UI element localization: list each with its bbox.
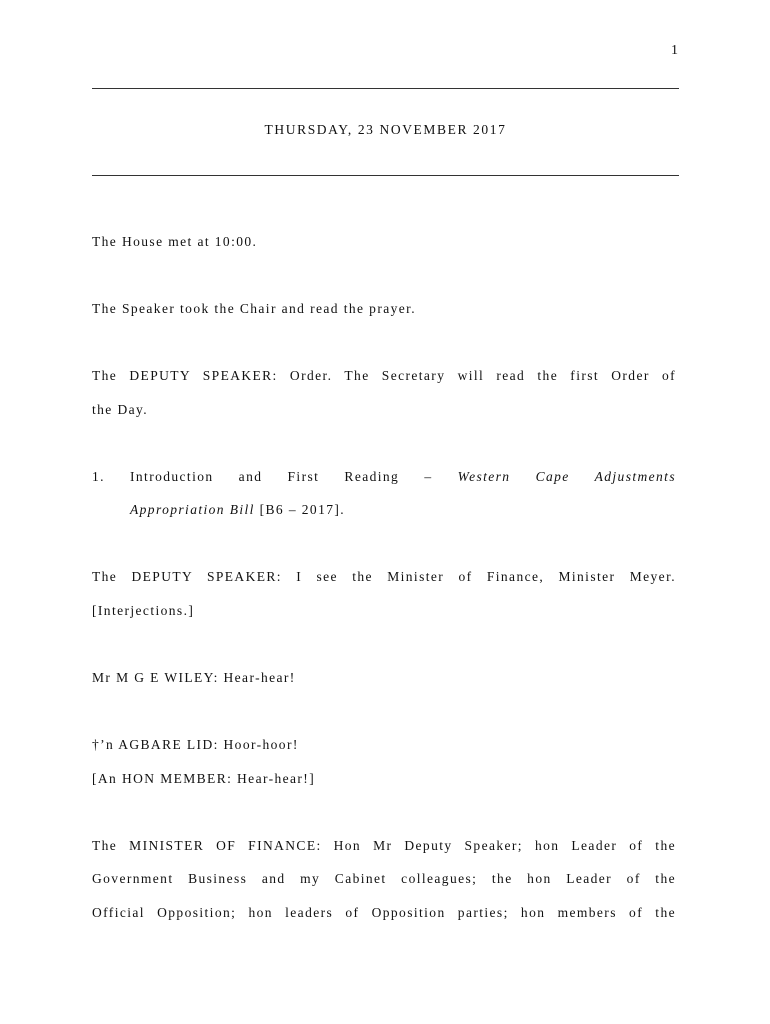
deputy-speaker-minister-line1: The DEPUTY SPEAKER: I see the Minister of Finance, Minister Meyer. <box>92 569 676 584</box>
house-met-paragraph: The House met at 10:00. <box>92 234 258 249</box>
date-heading: THURSDAY, 23 NOVEMBER 2017 <box>264 122 507 137</box>
order-item-prefix: Introduction and First Reading – <box>130 469 458 484</box>
bottom-rule <box>92 175 679 176</box>
order-item-number: 1. <box>92 469 105 484</box>
minister-speech-line1: The MINISTER OF FINANCE: Hon Mr Deputy Speaker; hon Leader of the <box>92 838 676 853</box>
deputy-speaker-order-line1: The DEPUTY SPEAKER: Order. The Secretary will read the first Order of <box>92 368 676 383</box>
deputy-speaker-order-line2: the Day. <box>92 402 149 417</box>
order-item-line1 <box>130 469 676 485</box>
bill-number: [B6 – 2017]. <box>254 502 346 517</box>
minister-speech-line3: Official Opposition; hon leaders of Opposition parties; hon members of the <box>92 905 676 920</box>
interjections-text: [Interjections.] <box>92 603 195 618</box>
minister-speech-line2: Government Business and my Cabinet colleagues; the hon Leader of the <box>92 871 676 886</box>
order-item-line2 <box>130 502 676 518</box>
bill-title-part1: Western Cape Adjustments <box>457 469 676 484</box>
agbare-lid-speech: †’n AGBARE LID: Hoor-hoor! <box>92 737 299 752</box>
top-rule <box>92 88 679 89</box>
speaker-prayer-paragraph: The Speaker took the Chair and read the prayer. <box>92 301 417 316</box>
bill-title-part2: Appropriation Bill <box>130 502 255 517</box>
hon-member-interjection: [An HON MEMBER: Hear-hear!] <box>92 771 316 786</box>
wiley-speech: Mr M G E WILEY: Hear-hear! <box>92 670 296 685</box>
page-number: 1 <box>671 43 678 58</box>
